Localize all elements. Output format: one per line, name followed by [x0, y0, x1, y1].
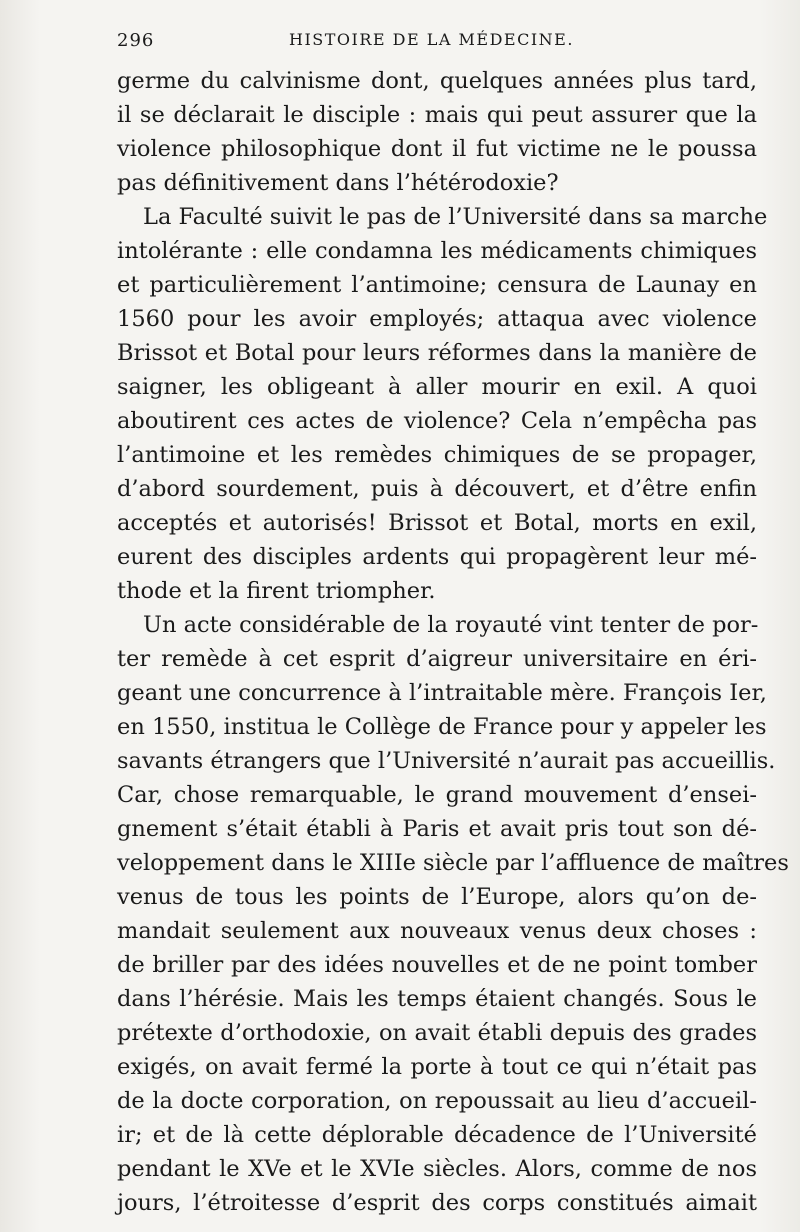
text-line: venus de tous les points de l’Europe, alors qu’on de-	[117, 884, 757, 910]
text-line: d’abord sourdement, puis à découvert, et d’être enfin	[117, 476, 757, 502]
text-line: Brissot et Botal pour leurs réformes dans la manière de	[117, 340, 757, 366]
page-header	[117, 30, 760, 56]
text-line: de la docte corporation, on repoussait au lieu d’accueil-	[117, 1088, 757, 1114]
text-line: acceptés et autorisés! Brissot et Botal, morts en exil,	[117, 510, 757, 536]
text-line: intolérante : elle condamna les médicaments chimiques	[117, 238, 757, 264]
text-line: et particulièrement l’antimoine; censura de Launay en	[117, 272, 757, 298]
text-line: dans l’hérésie. Mais les temps étaient changés. Sous le	[117, 986, 757, 1012]
text-line: pendant le XVe et le XVIe siècles. Alors, comme de nos	[117, 1156, 757, 1182]
text-line: ir; et de là cette déplorable décadence de l’Université	[117, 1122, 757, 1148]
running-title: HISTOIRE DE LA MÉDECINE.	[289, 30, 574, 49]
text-line: prétexte d’orthodoxie, on avait établi depuis des grades	[117, 1020, 757, 1046]
text-line: aboutirent ces actes de violence? Cela n’empêcha pas	[117, 408, 757, 434]
text-line: pas définitivement dans l’hétérodoxie?	[117, 170, 559, 196]
text-line: Un acte considérable de la royauté vint tenter de por-	[143, 612, 759, 638]
text-line: saigner, les obligeant à aller mourir en exil. A quoi	[117, 374, 757, 400]
body-text	[117, 64, 789, 1220]
text-line: exigés, on avait fermé la porte à tout ce qui n’était pas	[117, 1054, 757, 1080]
text-line: en 1550, institua le Collège de France pour y appeler les	[117, 714, 767, 740]
text-line: 1560 pour les avoir employés; attaqua avec violence	[117, 306, 757, 332]
text-line: violence philosophique dont il fut victime ne le poussa	[117, 136, 757, 162]
text-line: savants étrangers que l’Université n’aurait pas accueillis.	[117, 748, 776, 774]
page-number: 296	[117, 30, 155, 51]
text-line: La Faculté suivit le pas de l’Université dans sa marche	[143, 204, 768, 230]
text-line: gnement s’était établi à Paris et avait pris tout son dé-	[117, 816, 757, 842]
text-line: l’antimoine et les remèdes chimiques de se propager,	[117, 442, 757, 468]
text-line: veloppement dans le XIIIe siècle par l’affluence de maîtres	[117, 850, 789, 876]
text-line: eurent des disciples ardents qui propagèrent leur mé-	[117, 544, 757, 570]
text-line: il se déclarait le disciple : mais qui peut assurer que la	[117, 102, 757, 128]
text-line: ter remède à cet esprit d’aigreur universitaire en éri-	[117, 646, 757, 672]
text-line: germe du calvinisme dont, quelques années plus tard,	[117, 68, 757, 94]
text-line: jours, l’étroitesse d’esprit des corps constitués aimait	[117, 1190, 757, 1216]
text-line: Car, chose remarquable, le grand mouvement d’ensei-	[117, 782, 757, 808]
text-line: mandait seulement aux nouveaux venus deux choses :	[117, 918, 757, 944]
text-line: thode et la firent triompher.	[117, 578, 436, 604]
text-line: de briller par des idées nouvelles et de ne point tomber	[117, 952, 757, 978]
text-line: geant une concurrence à l’intraitable mère. François Ier,	[117, 680, 767, 706]
